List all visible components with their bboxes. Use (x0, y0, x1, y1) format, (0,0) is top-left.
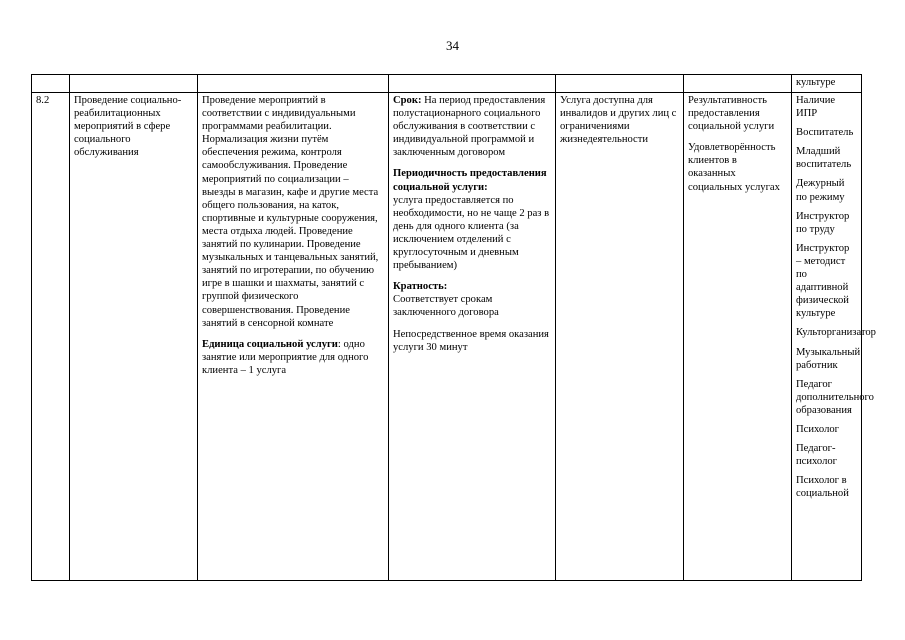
service-description (198, 93, 389, 581)
staff-item: Психолог (796, 423, 840, 435)
cell-empty (389, 75, 556, 93)
quality-item: Удовлетворённость клиентов в оказанных социальных услугах (688, 142, 780, 193)
cell-empty (198, 75, 389, 93)
availability: Услуга доступна для инвалидов и других лиц с ограничениями жизнедеятельности (556, 93, 684, 581)
description-text: Проведение мероприятий в соответствии с индивидуальными программами реабилитации. Нормализация жизни путём обеспечения режима, контроля самообслуживания. Проведение мероприятий по социализации – выезды в магазин, кафе и другие места общего пользования, на каток, спортивные и культурные сооружения, места отдыха людей. Проведение занятий по кулинарии. Проведение музыкальных и танцевальных занятий, занятий по игротерапии, по обучению игре в шашки и шахматы, занятий с группой физического совершенствования. Проведение занятий в сенсорной комнате (202, 95, 379, 329)
term-label: Срок: (393, 95, 422, 106)
staff-item: Инструктор по труду (796, 210, 850, 235)
staff-item: Педагог дополнительного образования (796, 378, 874, 416)
term-block (393, 94, 551, 159)
staff-item: Воспитатель (796, 127, 854, 139)
staff-item: Педагог-психолог (796, 443, 838, 468)
service-name: Проведение социально-реабилитационных мероприятий в сфере социального обслуживания (70, 93, 198, 581)
unit-block (202, 338, 384, 377)
table-row-continuation (32, 75, 862, 93)
multiplicity-text: Соответствует срокам заключенного договора (393, 294, 499, 319)
time-text: Непосредственное время оказания услуги 30 минут (393, 328, 549, 353)
quality-item: Результативность предоставления социальной услуги (688, 95, 775, 133)
services-table (31, 74, 876, 581)
quality-indicators (684, 93, 792, 581)
cell-empty (70, 75, 198, 93)
service-terms (389, 93, 556, 581)
staff-item: Наличие ИПР (796, 95, 836, 120)
table-row (32, 93, 862, 581)
cell-empty (684, 75, 792, 93)
cell-empty (32, 75, 70, 93)
multiplicity-label: Кратность: (393, 281, 448, 293)
staff-item: Инструктор – методист по адаптивной физической культуре (796, 242, 850, 320)
row-number: 8.2 (32, 93, 70, 581)
cell-staff-continuation: культуре (792, 75, 862, 93)
staff-item: Психолог в социальной (796, 475, 849, 500)
staff-item: Культорганизатор (796, 327, 876, 339)
period-text: услуга предоставляется по необходимости, но не чаще 2 раз в день для одного клиента (за исключением отделений с круглосуточным и дневным пребыванием) (393, 194, 550, 272)
staff-list (792, 93, 876, 581)
unit-text: : одно занятие или мероприятие для одного клиента – 1 услуга (202, 338, 369, 376)
term-text: На период предоставления полустационарного социального обслуживания в соответствии с индивидуальной программой и заключенным договором (393, 95, 546, 159)
staff-item: Младший воспитатель (796, 146, 852, 171)
staff-item: Музыкальный работник (796, 346, 861, 371)
staff-item: Дежурный по режиму (796, 178, 845, 203)
cell-empty (556, 75, 684, 93)
page-number: 34 (446, 38, 459, 53)
period-label: Периодичность предоставления социальной услуги: (393, 168, 547, 193)
unit-label: Единица социальной услуги (202, 338, 338, 350)
